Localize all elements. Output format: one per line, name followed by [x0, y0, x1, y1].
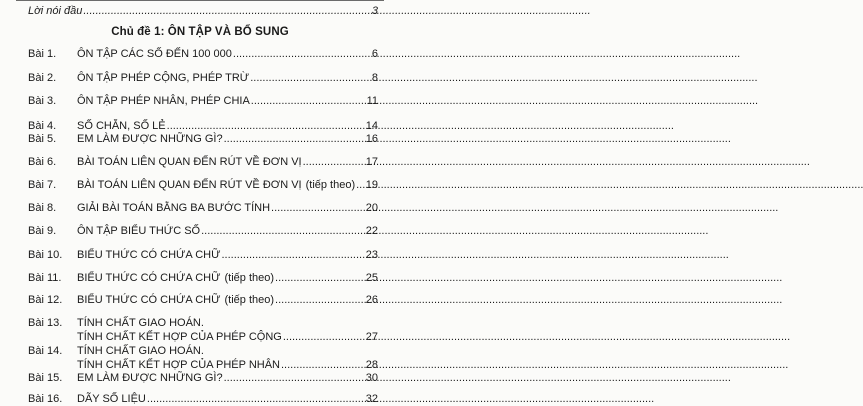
entry-page: 11 — [366, 95, 378, 107]
leader-dots — [233, 47, 371, 61]
entry-page: 25 — [365, 272, 378, 284]
entry-page: 32 — [365, 393, 378, 405]
leader-dots — [271, 201, 365, 215]
leader-dots — [224, 371, 365, 385]
toc-entry — [28, 316, 378, 344]
entry-page: 23 — [365, 249, 378, 261]
entry-subtitle: (tiếp theo) — [305, 179, 356, 191]
leader-dots — [281, 358, 365, 372]
leader-dots — [356, 178, 365, 192]
entry-number: Bài 6. — [28, 156, 57, 168]
entry-title: ÔN TẬP PHÉP NHÂN, PHÉP CHIA — [77, 95, 250, 107]
leader-dots — [224, 132, 365, 146]
entry-page: 27 — [365, 331, 378, 343]
leader-dots — [147, 392, 365, 406]
toc-entry — [28, 94, 378, 108]
entry-page: 30 — [365, 372, 378, 384]
entry-number: Bài 15. — [28, 372, 63, 384]
toc-entry — [28, 224, 378, 238]
entry-number: Bài 3. — [28, 95, 57, 107]
entry-title: ÔN TẬP BIỂU THỨC SỐ — [77, 225, 201, 237]
toc-entry — [28, 71, 378, 85]
entry-title: ÔN TẬP PHÉP CỘNG, PHÉP TRỪ — [77, 72, 250, 84]
entry-number: Bài 8. — [28, 202, 57, 214]
toc-entry — [28, 119, 378, 133]
entry-subtitle: (tiếp theo) — [224, 272, 275, 284]
leader-dots — [275, 293, 365, 307]
entry-page: 17 — [365, 156, 378, 168]
entry-number: Bài 4. — [28, 120, 57, 132]
entry-title-line1: TÍNH CHẤT GIAO HOÁN. — [77, 345, 204, 357]
entry-number: Bài 1. — [28, 48, 57, 60]
entry-page: 19 — [365, 179, 378, 191]
toc-entry — [28, 293, 378, 307]
chapter-title: Chủ đề 1: ÔN TẬP VÀ BỔ SUNG — [111, 26, 289, 38]
entry-page: 20 — [365, 202, 378, 214]
toc-entry — [28, 132, 378, 146]
entry-number: Bài 5. — [28, 133, 57, 145]
entry-title: SỐ CHẴN, SỐ LẺ — [77, 120, 166, 132]
leader-dots — [303, 155, 365, 169]
leader-dots — [250, 71, 371, 85]
toc-entry — [28, 248, 378, 262]
entry-title-line2: TÍNH CHẤT KẾT HỢP CỦA PHÉP NHÂN — [77, 359, 280, 371]
toc-intro — [28, 4, 378, 18]
entry-subtitle: (tiếp theo) — [224, 294, 275, 306]
entry-title: BIỂU THỨC CÓ CHỨA CHỮ — [77, 272, 221, 284]
entry-page: 22 — [365, 225, 378, 237]
leader-dots — [201, 224, 365, 238]
entry-number: Bài 12. — [28, 294, 63, 306]
entry-number: Bài 9. — [28, 225, 57, 237]
toc-entry — [28, 201, 378, 215]
entry-title: GIẢI BÀI TOÁN BẰNG BA BƯỚC TÍNH — [77, 202, 271, 214]
entry-page: 14 — [365, 120, 378, 132]
leader-dots — [167, 119, 365, 133]
leader-dots — [275, 271, 365, 285]
entry-number: Bài 13. — [28, 317, 63, 329]
entry-title-line1: TÍNH CHẤT GIAO HOÁN. — [77, 317, 204, 329]
toc-entry — [28, 47, 378, 61]
entry-number: Bài 2. — [28, 72, 57, 84]
entry-title: DÃY SỐ LIỆU — [77, 393, 146, 405]
toc-entry — [28, 178, 378, 192]
entry-title: BÀI TOÁN LIÊN QUAN ĐẾN RÚT VỀ ĐƠN VỊ — [77, 156, 302, 168]
leader-dots — [251, 94, 366, 108]
intro-page: 3 — [371, 5, 378, 17]
entry-page: 6 — [371, 48, 378, 60]
entry-page: 16 — [365, 133, 378, 145]
entry-number: Bài 10. — [28, 249, 63, 261]
toc-entry — [28, 371, 378, 385]
entry-number: Bài 14. — [28, 345, 63, 357]
leader-dots — [222, 248, 365, 262]
entry-title-line2: TÍNH CHẤT KẾT HỢP CỦA PHÉP CỘNG — [77, 331, 282, 343]
toc-page — [0, 0, 400, 405]
entry-second-line — [77, 330, 378, 344]
top-rule — [16, 0, 384, 1]
leader-dots — [83, 4, 371, 18]
toc-entry — [28, 344, 378, 372]
entry-title: BÀI TOÁN LIÊN QUAN ĐẾN RÚT VỀ ĐƠN VỊ — [77, 179, 302, 191]
entry-page: 28 — [365, 359, 378, 371]
entry-number: Bài 7. — [28, 179, 57, 191]
entry-number: Bài 16. — [28, 393, 63, 405]
toc-entry — [28, 392, 378, 406]
toc-entry — [28, 271, 378, 285]
entry-page: 26 — [365, 294, 378, 306]
toc-entry — [28, 155, 378, 169]
leader-dots — [283, 330, 365, 344]
entry-title: BIỂU THỨC CÓ CHỨA CHỮ — [77, 294, 221, 306]
entry-title: BIỂU THỨC CÓ CHỨA CHỮ — [77, 249, 221, 261]
entry-page: 8 — [371, 72, 378, 84]
entry-title: ÔN TẬP CÁC SỐ ĐẾN 100 000 — [77, 48, 232, 60]
entry-title: EM LÀM ĐƯỢC NHỮNG GÌ? — [77, 133, 223, 145]
entry-title: EM LÀM ĐƯỢC NHỮNG GÌ? — [77, 372, 223, 384]
entry-number: Bài 11. — [28, 272, 62, 284]
intro-title: Lời nói đầu — [28, 5, 83, 17]
entry-second-line — [77, 358, 378, 372]
